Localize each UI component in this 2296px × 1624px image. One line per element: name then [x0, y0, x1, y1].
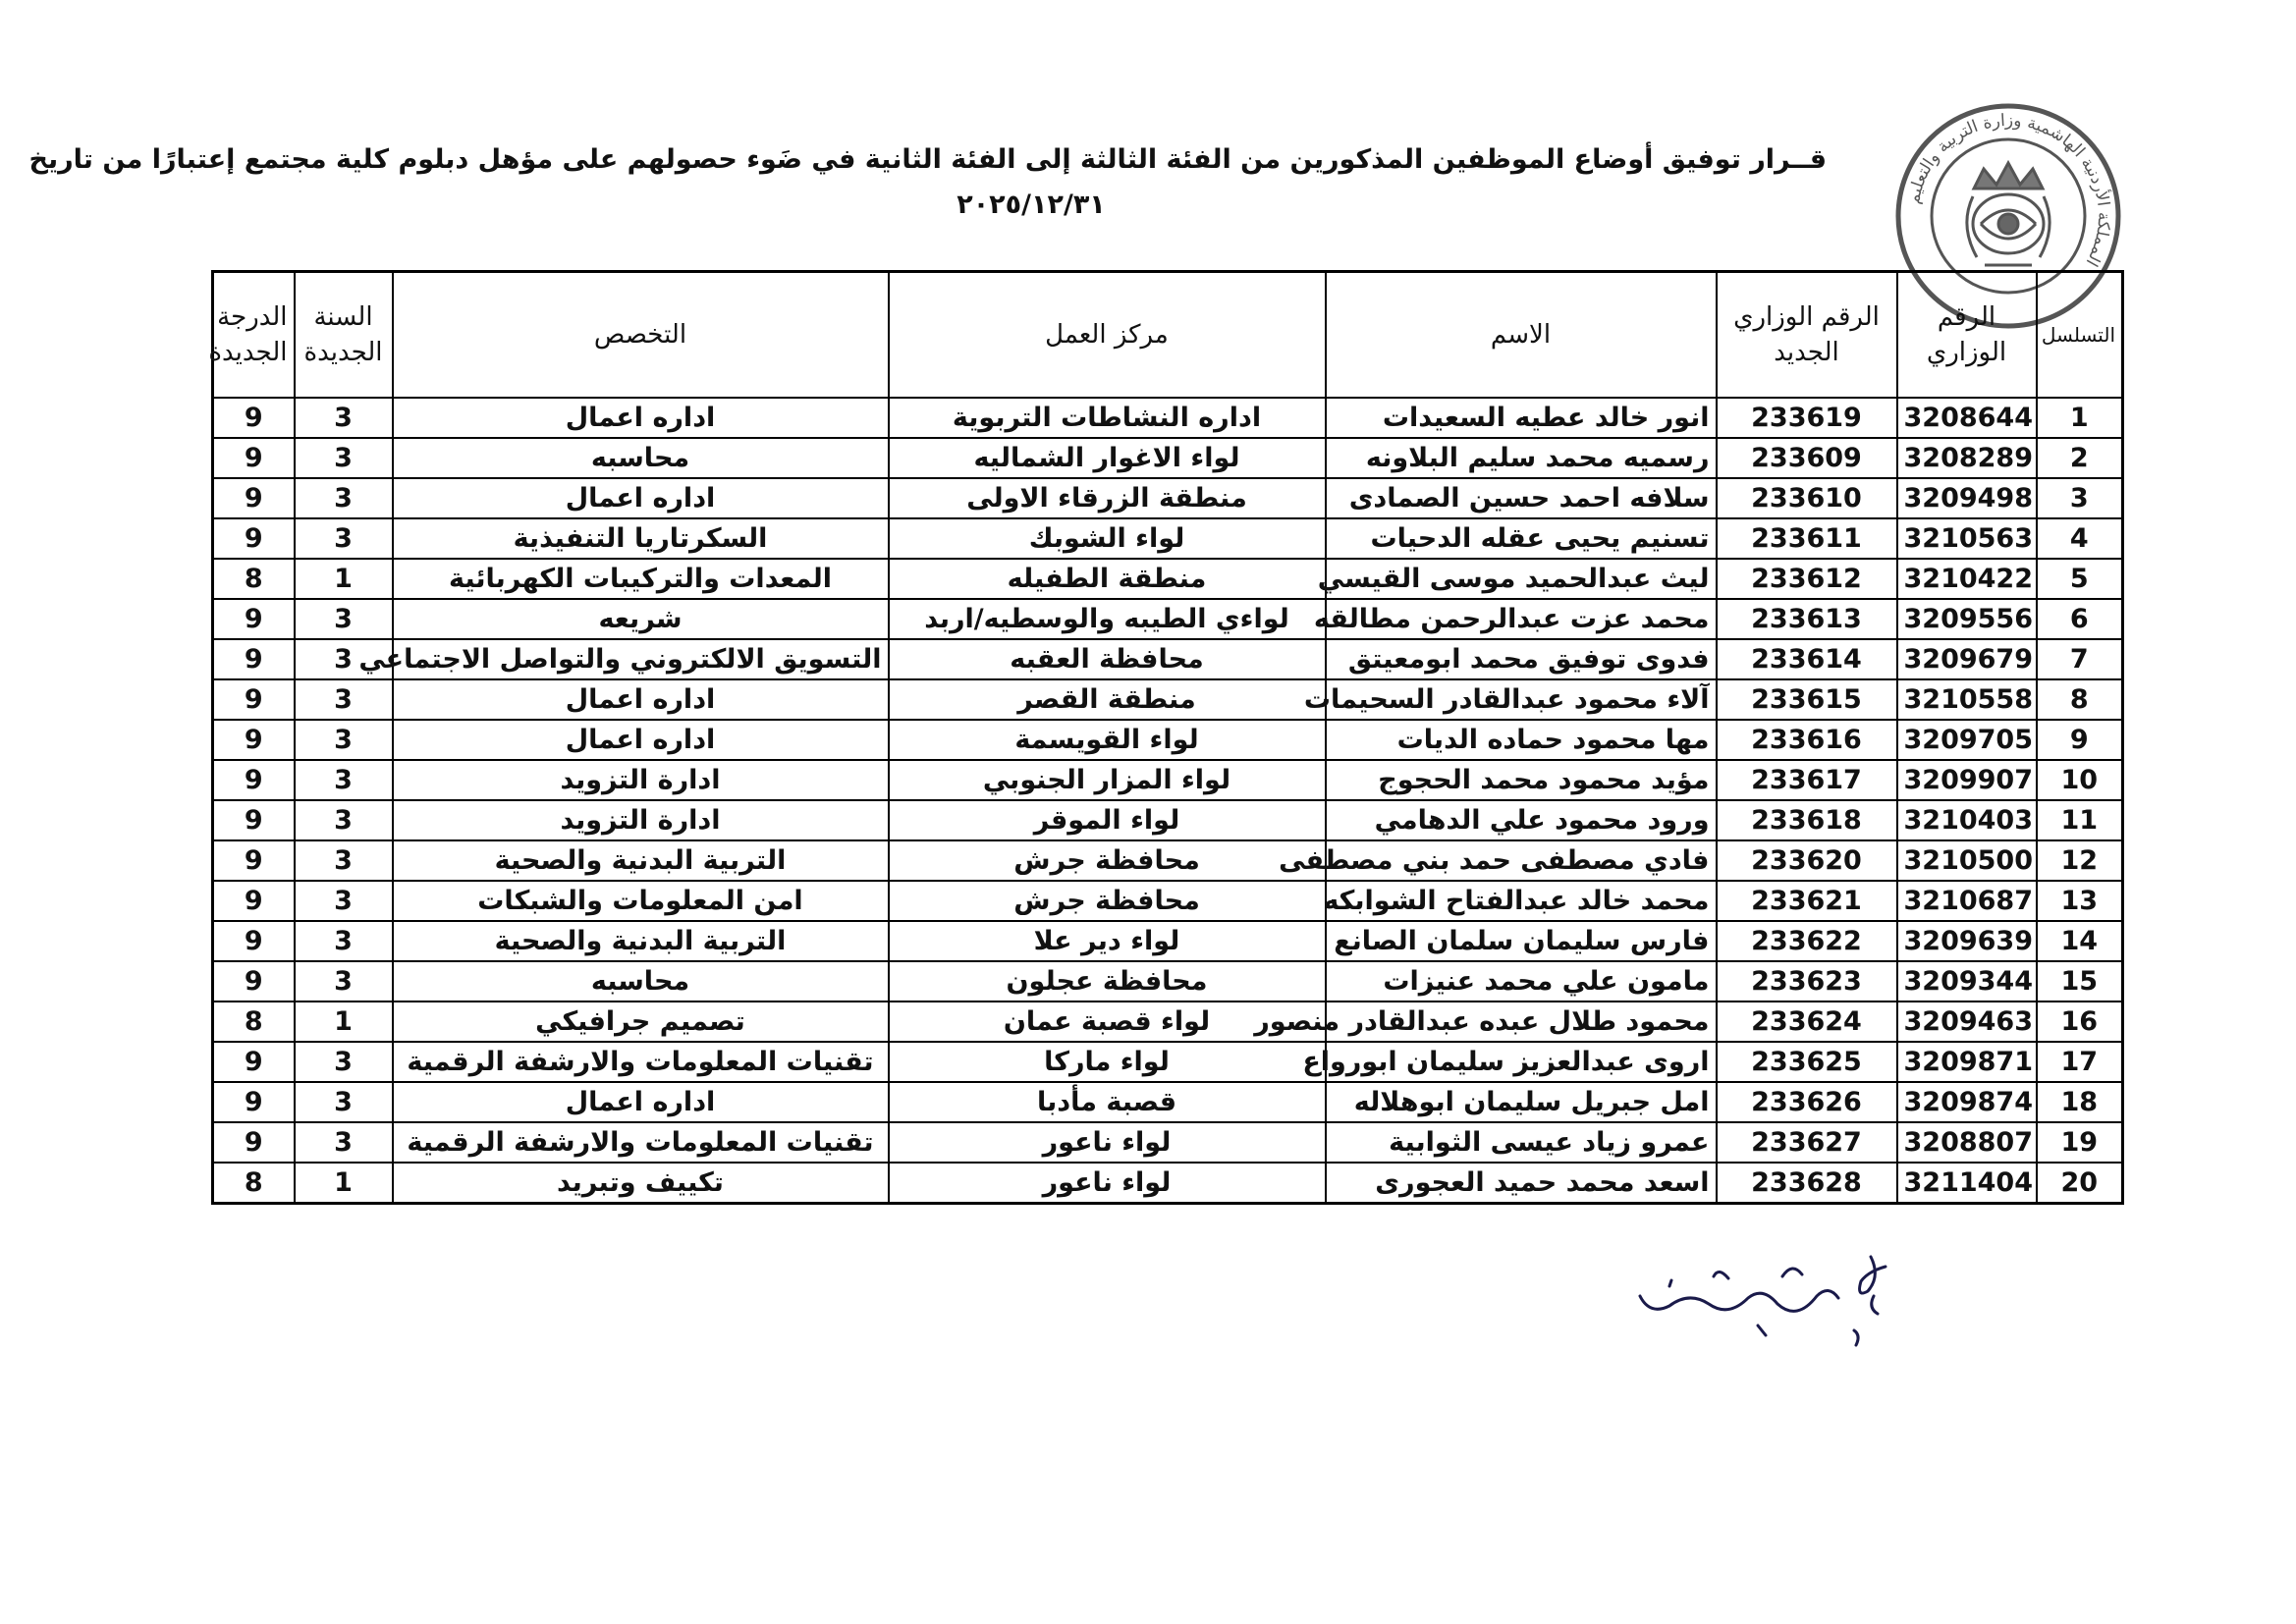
table-row	[213, 478, 2123, 518]
cell-specialization: التربية البدنية والصحية	[393, 840, 889, 881]
cell-specialization: تكييف وتبريد	[393, 1163, 889, 1204]
cell-seq: 13	[2037, 881, 2123, 921]
cell-specialization: امن المعلومات والشبكات	[393, 881, 889, 921]
cell-name: اسعد محمد حميد العجورى	[1326, 1163, 1717, 1204]
cell-specialization: اداره اعمال	[393, 679, 889, 720]
cell-new-grade: 9	[213, 1042, 295, 1082]
cell-new-year: 3	[295, 679, 393, 720]
cell-name: محمد خالد عبدالفتاح الشوابكه	[1326, 881, 1717, 921]
cell-new-grade: 9	[213, 720, 295, 760]
decision-heading	[28, 137, 1827, 228]
cell-specialization: اداره اعمال	[393, 720, 889, 760]
table-row	[213, 639, 2123, 679]
cell-name: سلافه احمد حسين الصمادى	[1326, 478, 1717, 518]
cell-new-year: 1	[295, 1001, 393, 1042]
cell-new-no: 233617	[1717, 760, 1897, 800]
cell-new-grade: 9	[213, 881, 295, 921]
cell-new-no: 233627	[1717, 1122, 1897, 1163]
cell-name: مؤيد محمود محمد الحجوج	[1326, 760, 1717, 800]
cell-name: فارس سليمان سلمان الصانع	[1326, 921, 1717, 961]
cell-new-no: 233619	[1717, 398, 1897, 438]
cell-specialization: اداره اعمال	[393, 398, 889, 438]
cell-seq: 12	[2037, 840, 2123, 881]
header-center: مركز العمل	[889, 272, 1326, 399]
cell-specialization: محاسبه	[393, 961, 889, 1001]
header-seq: التسلسل	[2037, 272, 2123, 399]
table-row	[213, 679, 2123, 720]
table-row	[213, 1122, 2123, 1163]
cell-seq: 19	[2037, 1122, 2123, 1163]
cell-seq: 20	[2037, 1163, 2123, 1204]
cell-new-year: 3	[295, 599, 393, 639]
table-row	[213, 1082, 2123, 1122]
cell-work-center: محافظة جرش	[889, 840, 1326, 881]
cell-new-grade: 9	[213, 438, 295, 478]
cell-name: اروى عبدالعزيز سليمان ابورواع	[1326, 1042, 1717, 1082]
cell-new-year: 3	[295, 398, 393, 438]
cell-new-grade: 9	[213, 800, 295, 840]
cell-new-year: 3	[295, 881, 393, 921]
cell-seq: 7	[2037, 639, 2123, 679]
cell-name: محمود طلال عبده عبدالقادر منصور	[1326, 1001, 1717, 1042]
cell-work-center: محافظة جرش	[889, 881, 1326, 921]
cell-new-year: 3	[295, 921, 393, 961]
table-row	[213, 921, 2123, 961]
cell-work-center: لواء الشوبك	[889, 518, 1326, 559]
cell-work-center: لواء ناعور	[889, 1122, 1326, 1163]
cell-new-year: 3	[295, 840, 393, 881]
cell-new-no: 233628	[1717, 1163, 1897, 1204]
cell-name: محمد عزت عبدالرحمن مطالقه	[1326, 599, 1717, 639]
cell-new-year: 3	[295, 760, 393, 800]
cell-work-center: لواء القويسمة	[889, 720, 1326, 760]
cell-new-year: 1	[295, 1163, 393, 1204]
cell-work-center: منطقة الزرقاء الاولى	[889, 478, 1326, 518]
table-row	[213, 760, 2123, 800]
header-grade: الدرجة الجديدة	[213, 272, 295, 399]
cell-old-no: 3209344	[1897, 961, 2037, 1001]
table-row	[213, 1042, 2123, 1082]
crown-emblem-icon	[1967, 163, 2050, 265]
cell-work-center: لواء الاغوار الشماليه	[889, 438, 1326, 478]
cell-new-grade: 9	[213, 478, 295, 518]
table-row	[213, 961, 2123, 1001]
table-row	[213, 438, 2123, 478]
cell-work-center: منطقة الطفيله	[889, 559, 1326, 599]
cell-specialization: ادارة التزويد	[393, 800, 889, 840]
cell-new-grade: 9	[213, 1082, 295, 1122]
cell-new-grade: 9	[213, 599, 295, 639]
cell-new-year: 3	[295, 800, 393, 840]
cell-work-center: قصبة مأدبا	[889, 1082, 1326, 1122]
cell-new-year: 3	[295, 1082, 393, 1122]
cell-old-no: 3210563	[1897, 518, 2037, 559]
cell-new-no: 233610	[1717, 478, 1897, 518]
employees-table-body	[213, 398, 2123, 1204]
cell-old-no: 3209705	[1897, 720, 2037, 760]
table-row	[213, 1163, 2123, 1204]
cell-seq: 18	[2037, 1082, 2123, 1122]
cell-name: ورود محمود علي الدهامي	[1326, 800, 1717, 840]
cell-new-year: 3	[295, 438, 393, 478]
cell-old-no: 3211404	[1897, 1163, 2037, 1204]
cell-new-grade: 9	[213, 1122, 295, 1163]
cell-old-no: 3210403	[1897, 800, 2037, 840]
cell-new-grade: 9	[213, 679, 295, 720]
cell-old-no: 3209463	[1897, 1001, 2037, 1042]
cell-name: عمرو زياد عيسى الثوابية	[1326, 1122, 1717, 1163]
cell-work-center: لواء دير علا	[889, 921, 1326, 961]
table-row	[213, 559, 2123, 599]
cell-new-grade: 8	[213, 559, 295, 599]
cell-new-no: 233613	[1717, 599, 1897, 639]
table-row	[213, 398, 2123, 438]
cell-name: تسنيم يحيى عقله الدحيات	[1326, 518, 1717, 559]
cell-new-year: 3	[295, 961, 393, 1001]
cell-new-grade: 9	[213, 518, 295, 559]
cell-old-no: 3210422	[1897, 559, 2037, 599]
cell-old-no: 3209556	[1897, 599, 2037, 639]
cell-new-no: 233616	[1717, 720, 1897, 760]
table-row	[213, 599, 2123, 639]
cell-new-grade: 9	[213, 760, 295, 800]
cell-new-grade: 9	[213, 840, 295, 881]
cell-seq: 9	[2037, 720, 2123, 760]
cell-work-center: لواء المزار الجنوبي	[889, 760, 1326, 800]
cell-old-no: 3209639	[1897, 921, 2037, 961]
cell-name: مامون علي محمد عنيزات	[1326, 961, 1717, 1001]
cell-new-grade: 9	[213, 639, 295, 679]
cell-work-center: منطقة القصر	[889, 679, 1326, 720]
cell-new-no: 233622	[1717, 921, 1897, 961]
header-name: الاسم	[1326, 272, 1717, 399]
cell-new-year: 3	[295, 478, 393, 518]
cell-name: ليث عبدالحميد موسى القيسي	[1326, 559, 1717, 599]
cell-old-no: 3210558	[1897, 679, 2037, 720]
cell-new-no: 233618	[1717, 800, 1897, 840]
table-row	[213, 1001, 2123, 1042]
cell-work-center: محافظة العقبه	[889, 639, 1326, 679]
table-row	[213, 518, 2123, 559]
table-row	[213, 881, 2123, 921]
cell-specialization: التربية البدنية والصحية	[393, 921, 889, 961]
table-row	[213, 720, 2123, 760]
cell-new-no: 233615	[1717, 679, 1897, 720]
cell-work-center: لواءي الطيبه والوسطيه/اربد	[889, 599, 1326, 639]
cell-new-grade: 9	[213, 398, 295, 438]
cell-seq: 17	[2037, 1042, 2123, 1082]
cell-new-no: 233625	[1717, 1042, 1897, 1082]
cell-specialization: المعدات والتركيبات الكهربائية	[393, 559, 889, 599]
cell-seq: 14	[2037, 921, 2123, 961]
cell-old-no: 3210687	[1897, 881, 2037, 921]
cell-name: امل جبريل سليمان ابوهلاله	[1326, 1082, 1717, 1122]
cell-old-no: 3210500	[1897, 840, 2037, 881]
cell-seq: 2	[2037, 438, 2123, 478]
cell-old-no: 3209907	[1897, 760, 2037, 800]
cell-work-center: لواء ماركا	[889, 1042, 1326, 1082]
header-new-no: الرقم الوزاري الجديد	[1717, 272, 1897, 399]
cell-seq: 15	[2037, 961, 2123, 1001]
cell-new-no: 233609	[1717, 438, 1897, 478]
cell-seq: 4	[2037, 518, 2123, 559]
cell-old-no: 3208807	[1897, 1122, 2037, 1163]
header-old-no: الرقم الوزاري	[1897, 272, 2037, 399]
table-header-row	[213, 272, 2123, 399]
cell-new-year: 1	[295, 559, 393, 599]
cell-old-no: 3209498	[1897, 478, 2037, 518]
cell-work-center: لواء الموقر	[889, 800, 1326, 840]
cell-new-year: 3	[295, 1122, 393, 1163]
table-row	[213, 840, 2123, 881]
cell-seq: 10	[2037, 760, 2123, 800]
cell-new-grade: 9	[213, 961, 295, 1001]
cell-work-center: اداره النشاطات التربوية	[889, 398, 1326, 438]
cell-new-no: 233620	[1717, 840, 1897, 881]
cell-new-no: 233614	[1717, 639, 1897, 679]
header-spec: التخصص	[393, 272, 889, 399]
cell-new-no: 233612	[1717, 559, 1897, 599]
cell-work-center: لواء ناعور	[889, 1163, 1326, 1204]
cell-specialization: تصميم جرافيكي	[393, 1001, 889, 1042]
cell-name: مها محمود حماده الديات	[1326, 720, 1717, 760]
handwritten-signature-icon	[1611, 1237, 1925, 1375]
cell-work-center: محافظة عجلون	[889, 961, 1326, 1001]
decision-title: قــرار توفيق أوضاع الموظفين المذكورين من الفئة الثالثة إلى الفئة الثانية في ضَوء حصولهم على مؤهل دبلوم كلية مجتمع إعتبارًا من تاريخ	[28, 144, 1827, 175]
cell-old-no: 3209871	[1897, 1042, 2037, 1082]
cell-new-year: 3	[295, 639, 393, 679]
cell-seq: 5	[2037, 559, 2123, 599]
cell-seq: 11	[2037, 800, 2123, 840]
table-row	[213, 800, 2123, 840]
cell-specialization: محاسبه	[393, 438, 889, 478]
cell-specialization: اداره اعمال	[393, 478, 889, 518]
cell-seq: 16	[2037, 1001, 2123, 1042]
cell-work-center: لواء قصبة عمان	[889, 1001, 1326, 1042]
cell-old-no: 3209874	[1897, 1082, 2037, 1122]
cell-specialization: شريعه	[393, 599, 889, 639]
cell-specialization: اداره اعمال	[393, 1082, 889, 1122]
cell-old-no: 3208289	[1897, 438, 2037, 478]
cell-name: آلاء محمود عبدالقادر السحيمات	[1326, 679, 1717, 720]
cell-new-grade: 9	[213, 921, 295, 961]
cell-new-grade: 8	[213, 1163, 295, 1204]
cell-seq: 1	[2037, 398, 2123, 438]
cell-name: فدوى توفيق محمد ابومعيتق	[1326, 639, 1717, 679]
cell-seq: 3	[2037, 478, 2123, 518]
cell-specialization: ادارة التزويد	[393, 760, 889, 800]
cell-new-no: 233624	[1717, 1001, 1897, 1042]
cell-specialization: السكرتاريا التنفيذية	[393, 518, 889, 559]
cell-new-year: 3	[295, 720, 393, 760]
cell-seq: 6	[2037, 599, 2123, 639]
cell-new-grade: 8	[213, 1001, 295, 1042]
cell-specialization: تقنيات المعلومات والارشفة الرقمية	[393, 1042, 889, 1082]
cell-name: انور خالد عطيه السعيدات	[1326, 398, 1717, 438]
seal-ring-text: المملكة الأردنية الهاشمية وزارة التربية والتعليم	[1903, 110, 2114, 270]
employees-table	[208, 270, 2124, 1205]
cell-specialization: التسويق الالكتروني والتواصل الاجتماعي	[393, 639, 889, 679]
cell-seq: 8	[2037, 679, 2123, 720]
cell-name: فادي مصطفى حمد بني مصطفى	[1326, 840, 1717, 881]
header-year: السنة الجديدة	[295, 272, 393, 399]
cell-specialization: تقنيات المعلومات والارشفة الرقمية	[393, 1122, 889, 1163]
cell-new-no: 233626	[1717, 1082, 1897, 1122]
cell-old-no: 3209679	[1897, 639, 2037, 679]
effective-date: ٢٠٢٥/١٢/٣١	[957, 189, 1106, 220]
signature-text: د. جهاد رشيد	[1611, 1237, 1616, 1238]
cell-name: رسميه محمد سليم البلاونه	[1326, 438, 1717, 478]
cell-new-year: 3	[295, 1042, 393, 1082]
cell-old-no: 3208644	[1897, 398, 2037, 438]
cell-new-no: 233621	[1717, 881, 1897, 921]
cell-new-no: 233623	[1717, 961, 1897, 1001]
cell-new-no: 233611	[1717, 518, 1897, 559]
cell-new-year: 3	[295, 518, 393, 559]
